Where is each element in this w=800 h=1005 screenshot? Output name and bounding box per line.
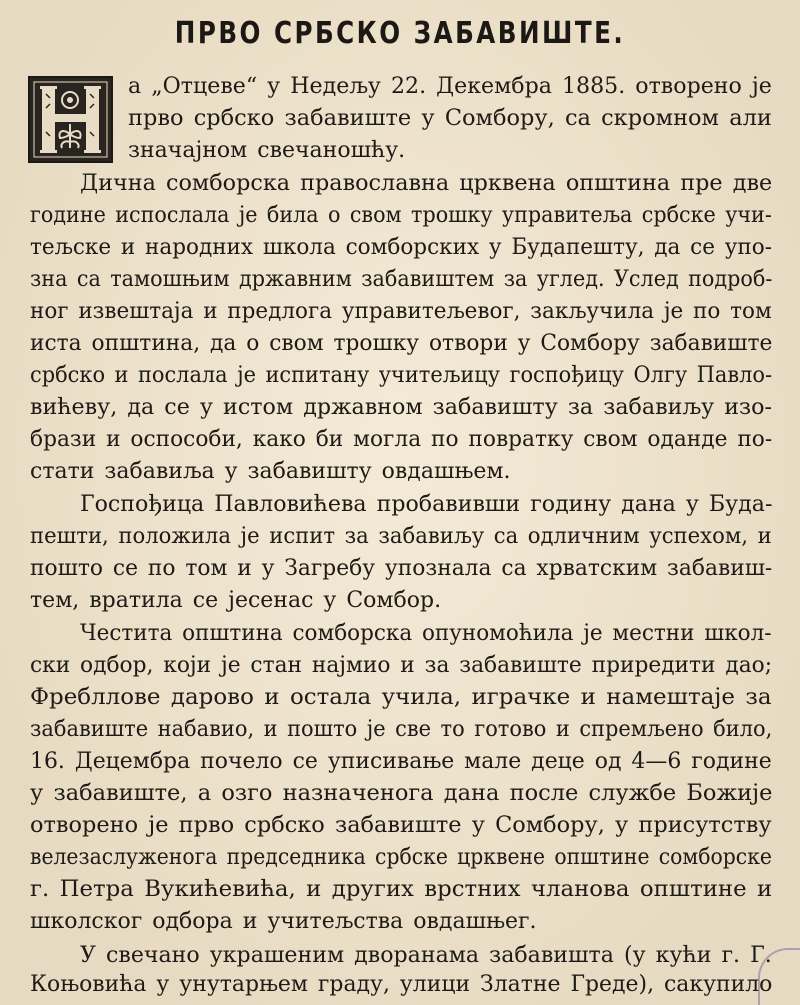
text-line: г. Петра Вукићевића, и других врстних чланова општине и — [30, 877, 773, 902]
text-line: забавиште набавио, и пошто је све то готово и спремљено било, — [30, 717, 773, 742]
ornamental-dropcap-icon — [30, 78, 111, 161]
text-line: Дична сомборска православна црквена општина пре две — [80, 171, 773, 196]
text-line: 16. Децембра почело се уписивање мале деце од 4—6 године — [30, 749, 772, 774]
text-line: Честита општина сомборска опуномоћила је местни школ- — [80, 621, 772, 646]
text-line: значајном свечаношћу. — [128, 138, 406, 163]
text-line: отворено је прво србско забавиште у Сомбору, у присутству — [30, 813, 772, 838]
text-line: стати забавиља у забавишту овдашњем. — [30, 459, 511, 484]
text-line: тељске и народних школа сомборских у Будапешту, да се упо- — [30, 235, 773, 260]
text-line: србско и послала је испитану учитељицу госпођицу Олгу Павло- — [30, 363, 773, 388]
text-line: зна са тамошњим државним забавиштем за углед. Услед подроб- — [30, 267, 773, 292]
text-line: ног извештаја и предлога управитељевог, закључила је по том — [30, 299, 772, 324]
text-line: велезаслуженога председника србске црквене општине сомборске — [30, 845, 772, 870]
text-line: Фребллове дарово и остала учила, играчке и намештаје за — [30, 685, 772, 710]
text-line: иста општина, да о свом трошку отвори у Сомбору забавиште — [30, 331, 773, 356]
page-title: ПРВО СРБСКО ЗАБАВИШТЕ. — [174, 16, 626, 51]
text-line: Коњовића у унутарњем граду, улици Златне Греде), сакупило — [30, 972, 773, 997]
text-line: пошто се по том и у Загребу упознала са хрватским забавиш- — [30, 556, 773, 581]
text-line: у забавиште, а озго назначенога дана после службе Божије — [30, 781, 773, 806]
text-line: брази и оспособи, како би могла по повратку свом оданде по- — [30, 427, 773, 452]
text-line: тем, вратила се јесенас у Сомбор. — [30, 588, 442, 613]
text-line: прво србско забавиште у Сомбору, са скромном али — [128, 106, 772, 131]
text-line: а „Отцеве“ у Недељу 22. Декембра 1885. отворено је — [128, 74, 772, 99]
text-line: године испослала је била о свом трошку управитеља србске учи- — [30, 203, 772, 228]
text-line: вићеву, да се у истом државном забавишту за забавиљу изо- — [30, 395, 772, 420]
text-line: Госпођица Павловићева пробавивши годину дана у Буда- — [80, 492, 773, 517]
text-line: ски одбор, који је стан најмио и за забавиште приредити дао; — [30, 653, 773, 678]
text-line: пешти, положила је испит за забавиљу са одличним успехом, и — [30, 524, 772, 549]
ornamental-dropcap — [28, 76, 113, 163]
text-line: У свечано украшеним дворанама забавишта (у кући г. Г. — [80, 943, 772, 968]
text-line: школског одбора и учитељства овдашњег. — [30, 909, 537, 934]
